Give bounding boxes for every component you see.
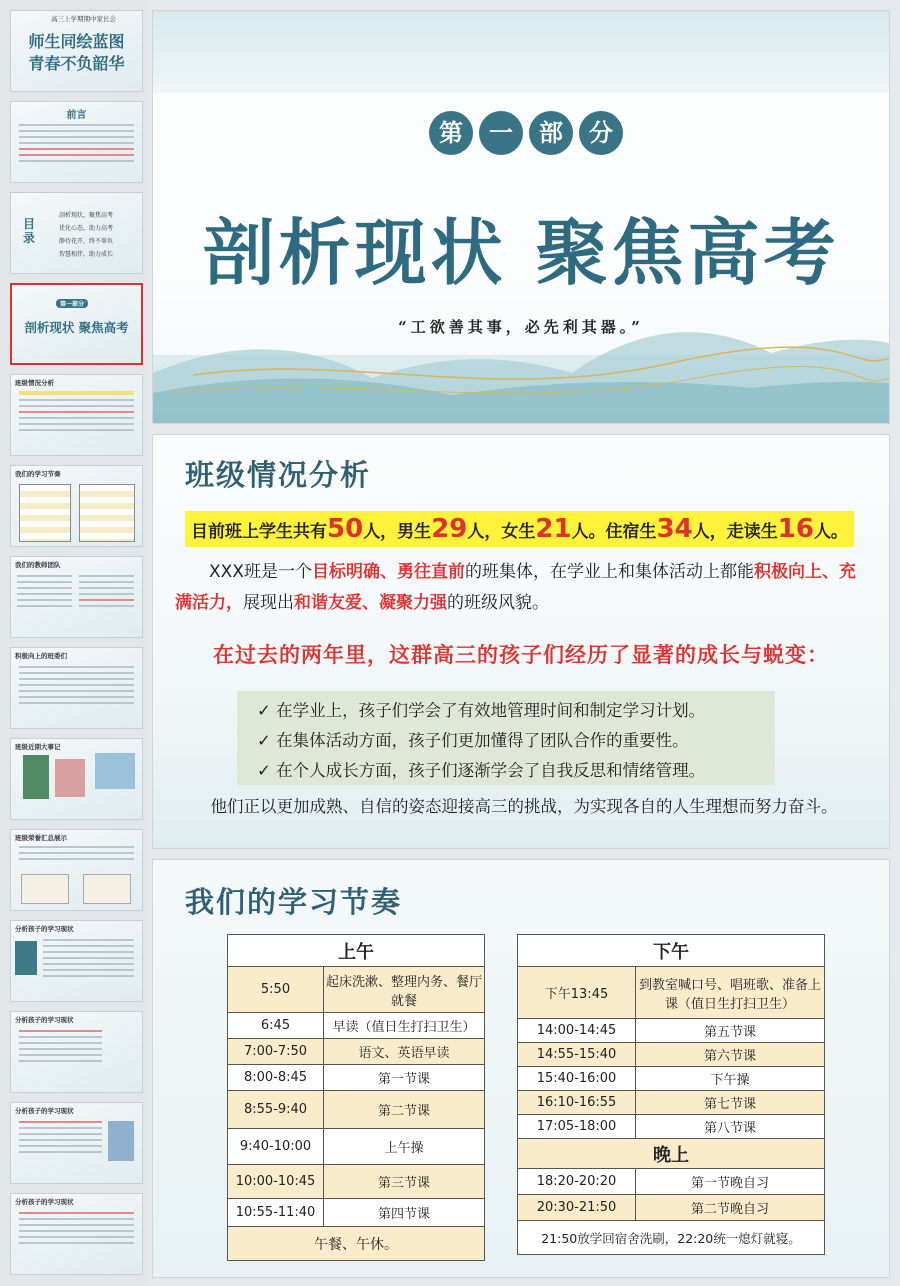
boys-count: 29 [431, 514, 468, 544]
thumb-title: 班级近期大事记 [15, 743, 61, 751]
stats-text: 人，男生 [363, 522, 432, 542]
para-text: 展现出 [243, 593, 294, 613]
slide-thumbnail-11[interactable] [10, 920, 143, 1002]
thumb-toc-item: 优化心态，助力高考 [59, 225, 114, 232]
growth-headline: 在过去的两年里，这群高三的孩子们经历了显著的成长与蜕变： [213, 643, 829, 667]
schedule-activity: 早读（值日生打扫卫生） [324, 1013, 485, 1039]
schedule-activity: 起床洗漱、整理内务、餐厅就餐 [324, 967, 485, 1013]
para-emphasis: 积极向上、充满活力， [175, 562, 856, 613]
thumb-title: 目录 [22, 217, 35, 245]
slide-thumbnail-8[interactable] [10, 647, 143, 729]
class-description [175, 557, 867, 619]
slide-thumbnail-1[interactable] [10, 10, 143, 92]
slide-thumbnail-3[interactable] [10, 192, 143, 274]
para-text: 的班集体，在学业上和集体活动上都能 [464, 562, 754, 582]
schedule-activity: 第一节课 [324, 1065, 485, 1091]
schedule-time: 18:20-20:20 [518, 1169, 636, 1195]
closing-text: 他们正以更加成熟、自信的姿态迎接高三的挑战，为实现各自的人生理想而努力奋斗。 [210, 797, 838, 816]
thumb-subtitle: 第一部分 [56, 299, 88, 308]
schedule-activity: 第四节课 [324, 1199, 485, 1227]
slide-thumbnail-panel [0, 0, 148, 1286]
stats-text: 人，走读生 [692, 522, 778, 542]
schedule-time: 8:55-9:40 [228, 1091, 324, 1129]
evening-footer: 21:50放学回宿舍洗刷，22:20统一熄灯就寝。 [518, 1221, 825, 1255]
thumb-toc-item: 剖析现状，聚焦高考 [59, 212, 114, 219]
slide-study-rhythm [152, 859, 890, 1278]
schedule-row [518, 967, 825, 1019]
afternoon-schedule-table [517, 934, 825, 1255]
thumb-title: 我们的学习节奏 [15, 470, 61, 478]
slide-title: 我们的学习节奏 [185, 885, 403, 919]
schedule-row [518, 1169, 825, 1195]
part-char-3: 部 [529, 111, 573, 155]
schedule-time: 14:55-15:40 [518, 1043, 636, 1067]
schedule-time: 9:40-10:00 [228, 1129, 324, 1165]
girls-count: 21 [535, 514, 572, 544]
thumb-title: 班级荣誉汇总展示 [15, 834, 67, 842]
slide-thumbnail-6[interactable] [10, 465, 143, 547]
schedule-row [228, 1129, 485, 1165]
schedule-time: 16:10-16:55 [518, 1091, 636, 1115]
schedule-row [518, 1115, 825, 1139]
thumb-title: 积极向上的班委们 [15, 652, 67, 660]
stats-text: 人。住宿生 [571, 522, 657, 542]
schedule-time: 8:00-8:45 [228, 1065, 324, 1091]
stats-text: 目前班上学生共有 [191, 522, 327, 542]
para-emphasis: 目标明确、勇往直前 [311, 562, 465, 582]
para-text: 的班级风貌。 [447, 593, 549, 613]
slide-part-one [152, 10, 890, 424]
slide-thumbnail-4[interactable] [10, 283, 143, 365]
schedule-activity: 语文、英语早读 [324, 1039, 485, 1065]
schedule-time: 10:55-11:40 [228, 1199, 324, 1227]
schedule-activity: 第八节课 [636, 1115, 825, 1139]
schedule-row [228, 1165, 485, 1199]
morning-header: 上午 [228, 935, 485, 967]
landscape-decoration [153, 283, 889, 423]
schedule-row [518, 1019, 825, 1043]
schedule-row [228, 1199, 485, 1227]
class-stats-line [185, 511, 854, 547]
thumb-toc-item: 智慧相伴，助力成长 [59, 251, 114, 258]
part-char-2: 一 [479, 111, 523, 155]
boarders-count: 34 [656, 514, 693, 544]
slide-thumbnail-14[interactable] [10, 1193, 143, 1275]
schedule-row [228, 1091, 485, 1129]
morning-schedule-table [227, 934, 485, 1261]
schedule-row [518, 1091, 825, 1115]
thumb-toc-item: 静待花开，终不辜负 [59, 238, 114, 245]
schedule-time: 10:00-10:45 [228, 1165, 324, 1199]
para-emphasis: 和谐友爱、凝聚力强 [294, 593, 447, 613]
para-text: XXX班是一个 [209, 562, 312, 582]
schedule-activity: 第三节课 [324, 1165, 485, 1199]
schedule-activity: 第二节课 [324, 1091, 485, 1129]
part-char-1: 第 [429, 111, 473, 155]
schedule-activity: 上午操 [324, 1129, 485, 1165]
slide-title: 班级情况分析 [185, 458, 372, 492]
slide-thumbnail-9[interactable] [10, 738, 143, 820]
schedule-row [228, 1013, 485, 1039]
total-count: 50 [327, 514, 364, 544]
slide-thumbnail-10[interactable] [10, 829, 143, 911]
thumb-title: 师生同绘蓝图 青春不负韶华 [28, 32, 125, 73]
slide-thumbnail-13[interactable] [10, 1102, 143, 1184]
schedule-activity: 到教室喊口号、唱班歌、准备上课（值日生打扫卫生） [636, 967, 825, 1019]
stats-text: 人。 [813, 522, 848, 542]
schedule-activity: 第七节课 [636, 1091, 825, 1115]
thumb-title: 分析孩子的学习现状 [15, 1198, 74, 1206]
slide-class-analysis [152, 434, 890, 849]
slide-thumbnail-12[interactable] [10, 1011, 143, 1093]
thumb-title: 我们的教师团队 [15, 561, 61, 569]
thumb-title: 分析孩子的学习现状 [15, 1107, 74, 1115]
slide-title: 剖析现状 聚焦高考 [202, 210, 840, 295]
growth-list [237, 691, 775, 785]
schedule-time: 20:30-21:50 [518, 1195, 636, 1221]
part-char-4: 分 [579, 111, 623, 155]
day-students-count: 16 [777, 514, 814, 544]
schedule-activity: 第五节课 [636, 1019, 825, 1043]
schedule-row [228, 1065, 485, 1091]
stats-text: 人，女生 [467, 522, 536, 542]
schedule-activity: 第六节课 [636, 1043, 825, 1067]
slide-thumbnail-2[interactable] [10, 101, 143, 183]
growth-item: ✓ 在个人成长方面，孩子们逐渐学会了自我反思和情绪管理。 [257, 761, 706, 780]
schedule-row [228, 1039, 485, 1065]
thumb-title: 剖析现状 聚焦高考 [24, 320, 129, 335]
slide-thumbnail-5[interactable] [10, 374, 143, 456]
schedule-time: 5:50 [228, 967, 324, 1013]
schedule-time: 7:00-7:50 [228, 1039, 324, 1065]
schedule-row [518, 1195, 825, 1221]
schedule-time: 17:05-18:00 [518, 1115, 636, 1139]
schedule-activity: 第一节晚自习 [636, 1169, 825, 1195]
afternoon-header: 下午 [518, 935, 825, 967]
thumb-title: 分析孩子的学习现状 [15, 1016, 74, 1024]
morning-footer: 午餐、午休。 [228, 1227, 485, 1261]
thumb-title: 分析孩子的学习现状 [15, 925, 74, 933]
schedule-activity: 下午操 [636, 1067, 825, 1091]
schedule-time: 15:40-16:00 [518, 1067, 636, 1091]
thumb-title: 班级情况分析 [15, 379, 54, 387]
schedule-time: 14:00-14:45 [518, 1019, 636, 1043]
evening-header: 晚上 [518, 1139, 825, 1169]
growth-item: ✓ 在学业上，孩子们学会了有效地管理时间和制定学习计划。 [257, 701, 706, 720]
schedule-time: 6:45 [228, 1013, 324, 1039]
thumb-subtitle: 高三上学期期中家长会 [51, 15, 116, 23]
schedule-row [518, 1043, 825, 1067]
slide-quote: “工欲善其事，必先利其器。” [398, 318, 644, 336]
schedule-row [228, 967, 485, 1013]
growth-item: ✓ 在集体活动方面，孩子们更加懂得了团队合作的重要性。 [257, 731, 689, 750]
thumb-title: 前言 [66, 110, 87, 121]
schedule-row [518, 1067, 825, 1091]
slide-thumbnail-7[interactable] [10, 556, 143, 638]
schedule-time: 下午13:45 [518, 967, 636, 1019]
schedule-activity: 第二节晚自习 [636, 1195, 825, 1221]
